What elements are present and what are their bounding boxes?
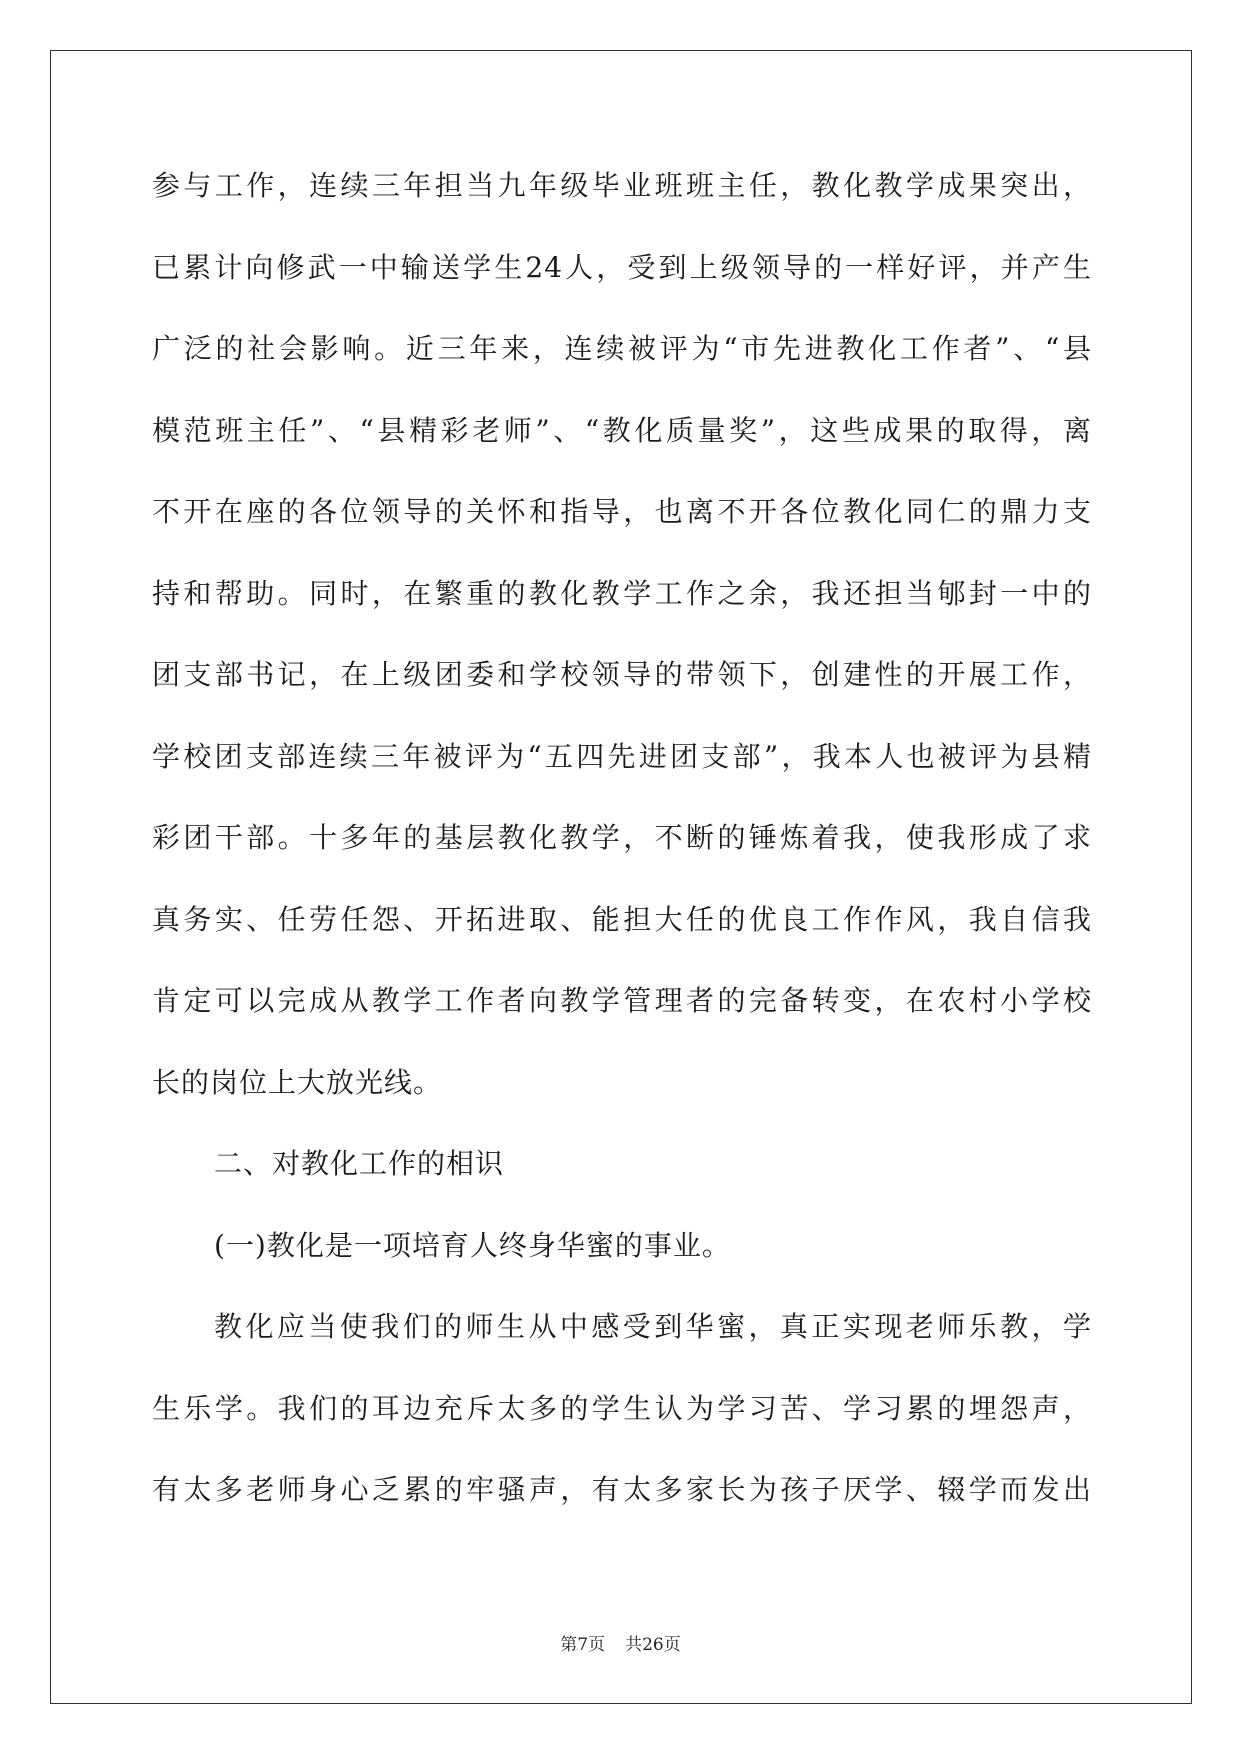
text-line: 长的岗位上大放光线。 — [152, 1065, 443, 1099]
text-line: 肯定可以完成从教学工作者向教学管理者的完备转变，在农村小学校 — [152, 984, 1092, 1017]
text-line: 模范班主任”、“县精彩老师”、“教化质量奖”，这些成果的取得，离 — [152, 413, 1092, 447]
page-number: 第7页 — [560, 1635, 606, 1655]
subsection-heading: (一)教化是一项培育人终身华蜜的事业。 — [214, 1228, 731, 1262]
text-line: 参与工作，连续三年担当九年级毕业班班主任，教化教学成果突出， — [152, 169, 1092, 202]
section-heading: 二、对教化工作的相识 — [214, 1147, 505, 1180]
page-footer — [0, 1630, 1241, 1655]
text-line: 不开在座的各位领导的关怀和指导，也离不开各位教化同仁的鼎力支 — [152, 495, 1092, 528]
text-line: 团支部书记，在上级团委和学校领导的带领下，创建性的开展工作， — [152, 658, 1092, 691]
text-line: 有太多老师身心乏累的牢骚声，有太多家长为孩子厌学、辍学而发出 — [152, 1473, 1092, 1506]
document-body — [152, 166, 1092, 1552]
text-line: 已累计向修武一中输送学生24人，受到上级领导的一样好评，并产生 — [152, 250, 1092, 284]
page-total: 共26页 — [625, 1635, 681, 1655]
text-line: 真务实、任劳任怨、开拓进取、能担大任的优良工作作风，我自信我 — [152, 902, 1092, 936]
text-line: 持和帮助。同时，在繁重的教化教学工作之余，我还担当郇封一中的 — [152, 576, 1092, 610]
text-line: 生乐学。我们的耳边充斥太多的学生认为学习苦、学习累的埋怨声， — [152, 1391, 1092, 1425]
text-line: 教化应当使我们的师生从中感受到华蜜，真正实现老师乐教，学 — [214, 1310, 1092, 1343]
text-line: 彩团干部。十多年的基层教化教学，不断的锤炼着我，使我形成了求 — [152, 821, 1092, 854]
text-line: 学校团支部连续三年被评为“五四先进团支部”，我本人也被评为县精 — [152, 739, 1092, 773]
text-line: 广泛的社会影响。近三年来，连续被评为“市先进教化工作者”、“县 — [152, 332, 1092, 365]
